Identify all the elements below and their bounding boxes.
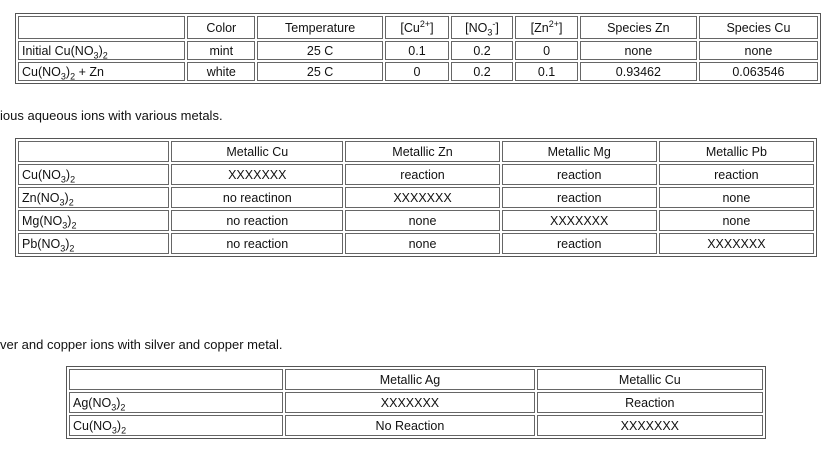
table-cell: no reaction [171, 233, 343, 254]
header-cell: Temperature [257, 16, 383, 39]
table-cell: reaction [345, 164, 499, 185]
table-cell: Reaction [537, 392, 763, 413]
table-cell: no reactinon [171, 187, 343, 208]
table-header-row [69, 369, 763, 390]
concentration-table [15, 13, 821, 84]
row-label: Initial $Cu(NO_3)_2$ [18, 41, 185, 60]
row-label: $Pb(NO_3)_2$ [18, 233, 169, 254]
table-row [69, 392, 763, 413]
header-cell [18, 141, 169, 162]
table-row [69, 415, 763, 436]
table-cell: none [659, 210, 814, 231]
table-row [18, 233, 814, 254]
table-cell: 0.2 [451, 62, 514, 81]
table-cell: 0.063546 [699, 62, 818, 81]
table-header-row [18, 141, 814, 162]
row-label: $Cu(NO_3)_2 + Zn$ [18, 62, 185, 81]
header-cell: Metallic Cu [171, 141, 343, 162]
header-cell: Metallic Ag [285, 369, 534, 390]
table-row [18, 41, 818, 60]
row-label: $Cu(NO_3)_2$ [18, 164, 169, 185]
table-cell: none [580, 41, 697, 60]
section-caption: ious aqueous ions with various metals. [0, 108, 223, 123]
table-cell: 0.2 [451, 41, 514, 60]
header-cell: $[Cu^{2+}]$ [385, 16, 449, 39]
silver-copper-table [66, 366, 766, 439]
table-cell: 0 [515, 41, 578, 60]
row-label: $Cu(NO_3)_2$ [69, 415, 283, 436]
header-cell: $[NO_3^-]$ [451, 16, 514, 39]
table-row [18, 164, 814, 185]
table-cell: 0.1 [385, 41, 449, 60]
header-cell: Metallic Cu [537, 369, 763, 390]
table-cell: reaction [502, 164, 657, 185]
table-cell: XXXXXXX [171, 164, 343, 185]
table-row [18, 187, 814, 208]
table-cell: reaction [502, 233, 657, 254]
metal-reactivity-table [15, 138, 817, 257]
header-cell: Metallic Zn [345, 141, 499, 162]
table-cell: XXXXXXX [537, 415, 763, 436]
table-cell: XXXXXXX [345, 187, 499, 208]
table-cell: reaction [659, 164, 814, 185]
row-label: $Ag(NO_3)_2$ [69, 392, 283, 413]
table-cell: reaction [502, 187, 657, 208]
table-cell: 0.93462 [580, 62, 697, 81]
table-cell: 0.1 [515, 62, 578, 81]
header-cell: Species Zn [580, 16, 697, 39]
table-cell: 0 [385, 62, 449, 81]
table-cell: mint [187, 41, 255, 60]
table-cell: XXXXXXX [659, 233, 814, 254]
table-header-row [18, 16, 818, 39]
header-cell: Species Cu [699, 16, 818, 39]
table-row [18, 62, 818, 81]
table-cell: No Reaction [285, 415, 534, 436]
table-row [18, 210, 814, 231]
header-cell: Color [187, 16, 255, 39]
table-cell: 25 C [257, 41, 383, 60]
table-cell: XXXXXXX [502, 210, 657, 231]
header-cell [18, 16, 185, 39]
table-cell: white [187, 62, 255, 81]
table-cell: none [345, 210, 499, 231]
table-cell: no reaction [171, 210, 343, 231]
row-label: $Mg(NO_3)_2$ [18, 210, 169, 231]
table-cell: XXXXXXX [285, 392, 534, 413]
header-cell [69, 369, 283, 390]
table-cell: none [345, 233, 499, 254]
header-cell: $[Zn^{2+}]$ [515, 16, 578, 39]
table-cell: none [659, 187, 814, 208]
section-caption: ver and copper ions with silver and copper metal. [0, 337, 283, 352]
header-cell: Metallic Pb [659, 141, 814, 162]
header-cell: Metallic Mg [502, 141, 657, 162]
table-cell: 25 C [257, 62, 383, 81]
row-label: $Zn(NO_3)_2$ [18, 187, 169, 208]
table-cell: none [699, 41, 818, 60]
